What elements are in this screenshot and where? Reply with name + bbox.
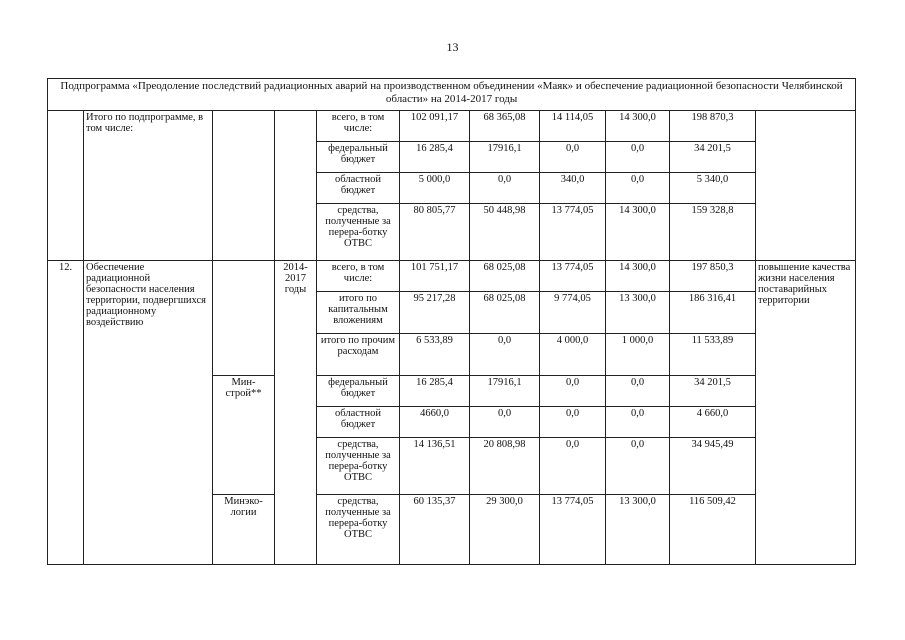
value-2017: 0,0	[606, 376, 670, 407]
value-2016: 340,0	[540, 173, 606, 204]
value-2015: 68 025,08	[470, 261, 540, 292]
funding-type: всего, в том числе:	[317, 111, 400, 142]
value-2017: 14 300,0	[606, 261, 670, 292]
value-total: 34 201,5	[670, 376, 756, 407]
item-result: повышение качества жизни населения поставарийных территории	[756, 261, 856, 565]
funding-type: областной бюджет	[317, 173, 400, 204]
value-2016: 9 774,05	[540, 292, 606, 334]
value-2014: 101 751,17	[400, 261, 470, 292]
table-row	[48, 111, 856, 142]
value-2015: 0,0	[470, 407, 540, 438]
value-2017: 13 300,0	[606, 292, 670, 334]
value-2014: 6 533,89	[400, 334, 470, 376]
item-number: 12.	[48, 261, 84, 565]
value-2014: 16 285,4	[400, 142, 470, 173]
value-2017: 13 300,0	[606, 495, 670, 565]
value-2015: 29 300,0	[470, 495, 540, 565]
value-2016: 0,0	[540, 438, 606, 495]
item-executor-blank	[213, 261, 275, 376]
item-name: Обеспечение радиационной безопасности населения территории, подвергшихся радиационному воздействию	[84, 261, 213, 565]
page-number: 13	[446, 40, 459, 54]
value-2016: 0,0	[540, 376, 606, 407]
value-2014: 95 217,28	[400, 292, 470, 334]
value-total: 5 340,0	[670, 173, 756, 204]
funding-type: областной бюджет	[317, 407, 400, 438]
value-2014: 4660,0	[400, 407, 470, 438]
executor-minecology: Минэко-логии	[213, 495, 275, 565]
value-total: 197 850,3	[670, 261, 756, 292]
value-2016: 0,0	[540, 407, 606, 438]
table-title-row	[48, 79, 856, 111]
value-2016: 13 774,05	[540, 204, 606, 261]
value-total: 186 316,41	[670, 292, 756, 334]
value-2015: 50 448,98	[470, 204, 540, 261]
total-result-cell	[756, 111, 856, 261]
total-label: Итого по подпрограмме, в том числе:	[84, 111, 213, 261]
value-2014: 60 135,37	[400, 495, 470, 565]
value-2016: 13 774,05	[540, 495, 606, 565]
value-2014: 14 136,51	[400, 438, 470, 495]
value-2014: 80 805,77	[400, 204, 470, 261]
total-period-cell	[275, 111, 317, 261]
funding-type: средства, полученные за перера-ботку ОТВС	[317, 495, 400, 565]
funding-type: итого по прочим расходам	[317, 334, 400, 376]
funding-type: федеральный бюджет	[317, 142, 400, 173]
value-2017: 1 000,0	[606, 334, 670, 376]
value-2016: 0,0	[540, 142, 606, 173]
value-total: 11 533,89	[670, 334, 756, 376]
funding-type: федеральный бюджет	[317, 376, 400, 407]
value-2017: 0,0	[606, 407, 670, 438]
table-row	[48, 261, 856, 292]
value-2015: 17916,1	[470, 376, 540, 407]
value-2017: 0,0	[606, 142, 670, 173]
value-2016: 14 114,05	[540, 111, 606, 142]
value-2015: 20 808,98	[470, 438, 540, 495]
funding-type: средства, полученные за перера-ботку ОТВС	[317, 204, 400, 261]
item-period: 2014-2017 годы	[275, 261, 317, 565]
subprogram-title: Подпрограмма «Преодоление последствий радиационных аварий на производственном объединении «Маяк» и обеспечение радиационной безопасности Челябинской области» на 2014-2017 годы	[48, 79, 856, 111]
value-2016: 13 774,05	[540, 261, 606, 292]
value-2014: 102 091,17	[400, 111, 470, 142]
value-2015: 0,0	[470, 334, 540, 376]
funding-type: итого по капитальным вложениям	[317, 292, 400, 334]
value-2017: 0,0	[606, 173, 670, 204]
funding-type: всего, в том числе:	[317, 261, 400, 292]
executor-minstroy: Мин-строй**	[213, 376, 275, 495]
budget-table	[47, 78, 856, 565]
value-2017: 14 300,0	[606, 111, 670, 142]
value-total: 34 201,5	[670, 142, 756, 173]
value-total: 116 509,42	[670, 495, 756, 565]
funding-type: средства, полученные за перера-ботку ОТВС	[317, 438, 400, 495]
value-total: 34 945,49	[670, 438, 756, 495]
value-2016: 4 000,0	[540, 334, 606, 376]
value-2017: 14 300,0	[606, 204, 670, 261]
value-total: 159 328,8	[670, 204, 756, 261]
value-2014: 5 000,0	[400, 173, 470, 204]
value-2017: 0,0	[606, 438, 670, 495]
value-2015: 17916,1	[470, 142, 540, 173]
value-2014: 16 285,4	[400, 376, 470, 407]
value-2015: 0,0	[470, 173, 540, 204]
value-total: 198 870,3	[670, 111, 756, 142]
total-executor-cell	[213, 111, 275, 261]
value-2015: 68 025,08	[470, 292, 540, 334]
total-num-cell	[48, 111, 84, 261]
value-2015: 68 365,08	[470, 111, 540, 142]
value-total: 4 660,0	[670, 407, 756, 438]
